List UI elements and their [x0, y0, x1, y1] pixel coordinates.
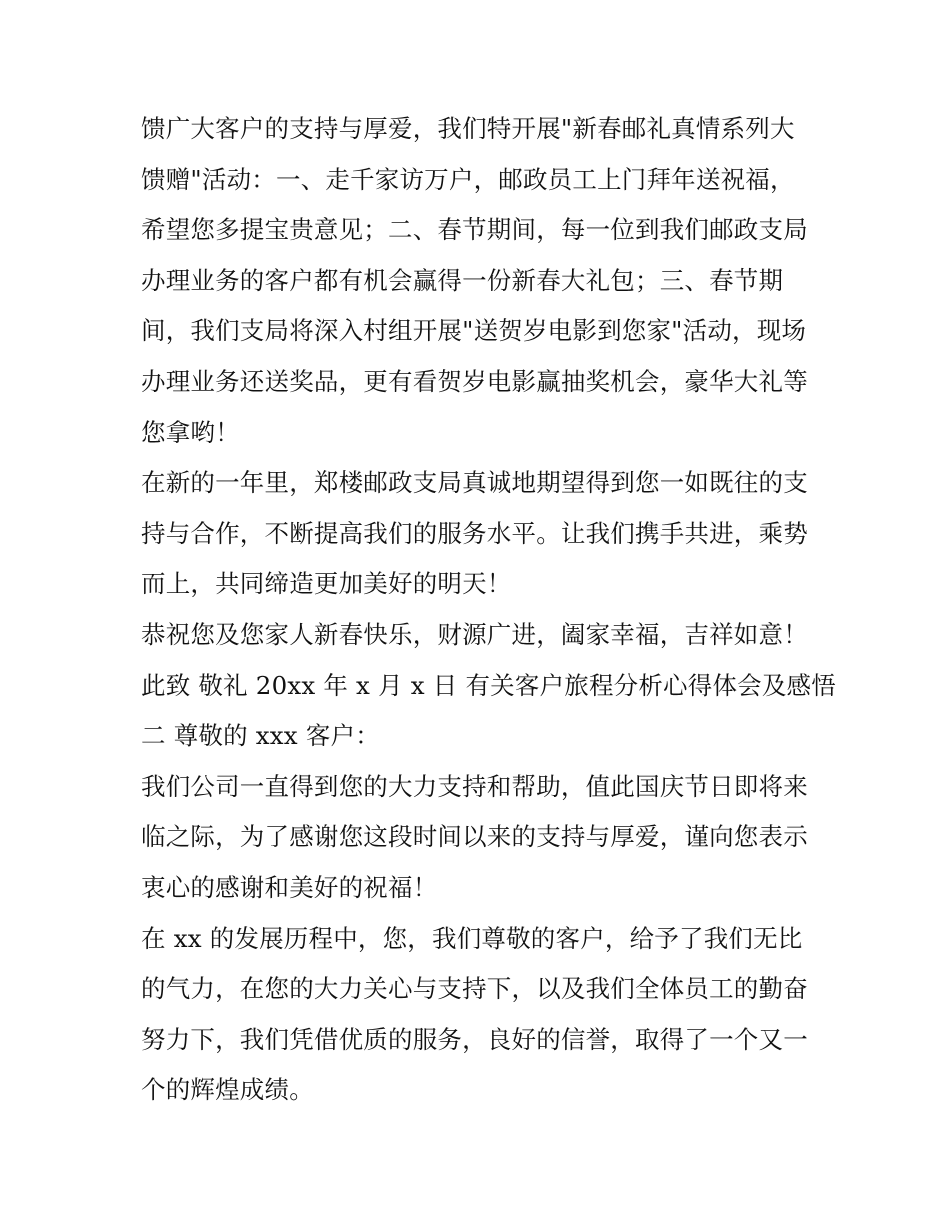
text-line: 馈广大客户的支持与厚爱，我们特开展"新春邮礼真情系列大 [141, 114, 795, 143]
text-line: 希望您多提宝贵意见；二、春节期间，每一位到我们邮政支局 [141, 215, 808, 245]
text-line: 办理业务还送奖品，更有看贺岁电影赢抽奖机会，豪华大礼等 [141, 366, 808, 396]
text-line: 办理业务的客户都有机会赢得一份新春大礼包；三、春节期 [141, 265, 784, 295]
text-line: 衷心的感谢和美好的祝福！ [141, 872, 438, 902]
text-line: 的气力，在您的大力关心与支持下，以及我们全体员工的勤奋 [141, 974, 808, 1004]
text-line: 我们公司一直得到您的大力支持和帮助，值此国庆节日即将来 [141, 771, 808, 801]
text-line: 此致 敬礼 20xx 年 x 月 x 日 有关客户旅程分析心得体会及感悟 [141, 670, 836, 700]
text-line: 馈赠"活动：一、走千家访万户，邮政员工上门拜年送祝福， [141, 164, 795, 194]
text-line: 间，我们支局将深入村组开展"送贺岁电影到您家"活动，现场 [141, 316, 807, 346]
text-line: 您拿哟！ [141, 417, 240, 447]
text-line: 在新的一年里，郑楼邮政支局真诚地期望得到您一如既往的支 [141, 468, 808, 498]
text-line: 临之际，为了感谢您这段时间以来的支持与厚爱，谨向您表示 [141, 822, 808, 852]
text-line: 在 xx 的发展历程中，您，我们尊敬的客户，给予了我们无比 [141, 923, 803, 953]
text-line: 二 尊敬的 xxx 客户： [141, 721, 380, 751]
text-line: 个的辉煌成绩。 [141, 1075, 314, 1105]
text-line: 努力下，我们凭借优质的服务，良好的信誉，取得了一个又一 [141, 1024, 808, 1054]
text-line: 持与合作，不断提高我们的服务水平。让我们携手共进，乘势 [141, 518, 808, 548]
document-body [141, 104, 836, 1116]
text-line: 恭祝您及您家人新春快乐，财源广进，阖家幸福，吉祥如意！ [141, 619, 808, 649]
text-line: 而上，共同缔造更加美好的明天！ [141, 569, 512, 599]
